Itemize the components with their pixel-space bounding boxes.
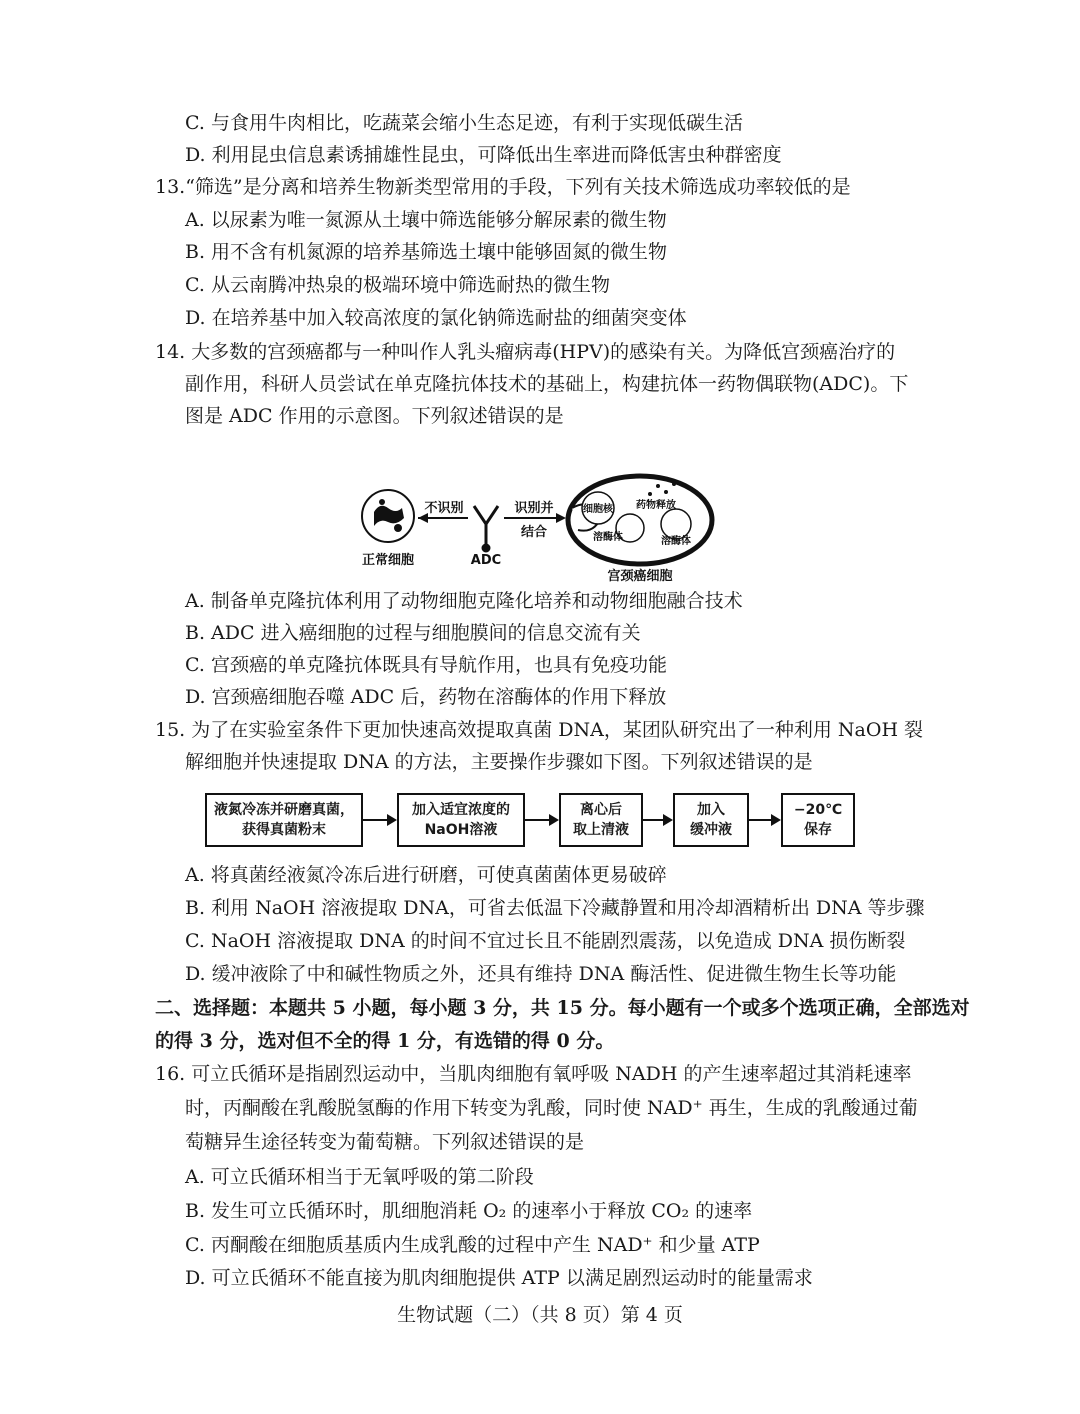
cancer-cell-label: 宫颈癌细胞 <box>607 569 673 584</box>
q14-option-a: A. 制备单克隆抗体利用了动物细胞克隆化培养和动物细胞融合技术 <box>185 590 743 612</box>
not-recognize-label: 不识别 <box>424 501 464 516</box>
drug-release-label: 药物释放 <box>636 500 676 511</box>
recognize-bind-label-1: 识别并 <box>514 501 554 516</box>
cervical-cancer-cell <box>568 476 712 564</box>
q16-stem-line3: 萄糖异生途径转变为葡萄糖。下列叙述错误的是 <box>185 1131 585 1153</box>
q14-stem-line1: 14. 大多数的宫颈癌都与一种叫作人乳头瘤病毒(HPV)的感染有关。为降低宫颈癌治疗的 <box>155 341 896 363</box>
flow-step-4 <box>673 793 749 847</box>
q13-stem: 13.“筛选”是分离和培养生物新类型常用的手段，下列有关技术筛选成功率较低的是 <box>155 176 851 198</box>
q14-stem-line2: 副作用，科研人员尝试在单克隆抗体技术的基础上，构建抗体一药物偶联物(ADC)。下 <box>185 373 909 395</box>
flow-step-2-line2: NaOH溶液 <box>424 822 498 838</box>
q14-stem-line3: 图是 ADC 作用的示意图。下列叙述错误的是 <box>185 405 564 427</box>
q15-stem-line2: 解细胞并快速提取 DNA 的方法，主要操作步骤如下图。下列叙述错误的是 <box>185 751 813 773</box>
flow-step-3 <box>559 793 643 847</box>
normal-cell <box>362 490 414 542</box>
arrowhead-right <box>556 513 566 523</box>
flow-step-2-line1: 加入适宜浓度的 <box>412 802 510 818</box>
q16-option-a: A. 可立氏循环相当于无氧呼吸的第二阶段 <box>185 1166 534 1188</box>
q16-option-c: C. 丙酮酸在细胞质基质内生成乳酸的过程中产生 NAD⁺ 和少量 ATP <box>185 1234 760 1256</box>
lysosome-label-1: 溶酶体 <box>593 532 623 543</box>
section2-heading-line1: 二、选择题：本题共 5 小题，每小题 3 分，共 15 分。每小题有一个或多个选项正确，全部选对 <box>155 997 970 1019</box>
q15-option-b: B. 利用 NaOH 溶液提取 DNA，可省去低温下冷藏静置和用冷却酒精析出 DNA 等步骤 <box>185 897 925 919</box>
cell-nucleus-label: 细胞核 <box>583 504 613 515</box>
adc-diagram <box>340 468 740 588</box>
q13-option-c: C. 从云南腾冲热泉的极端环境中筛选耐热的微生物 <box>185 274 610 296</box>
q12-option-c: C. 与食用牛肉相比，吃蔬菜会缩小生态足迹，有利于实现低碳生活 <box>185 112 743 134</box>
flow-step-4-line2: 缓冲液 <box>690 822 732 838</box>
q12-option-d: D. 利用昆虫信息素诱捕雄性昆虫，可降低出生率进而降低害虫种群密度 <box>185 144 782 166</box>
q13-option-b: B. 用不含有机氮源的培养基筛选土壤中能够固氮的微生物 <box>185 241 668 263</box>
flow-step-1 <box>205 793 363 847</box>
q16-stem-line1: 16. 可立氏循环是指剧烈运动中，当肌肉细胞有氧呼吸 NADH 的产生速率超过其消耗速率 <box>155 1063 912 1085</box>
q16-option-b: B. 发生可立氏循环时，肌细胞消耗 O₂ 的速率小于释放 CO₂ 的速率 <box>185 1200 753 1222</box>
flow-arrow-3 <box>643 819 671 821</box>
lysosome-label-2: 溶酶体 <box>661 536 691 547</box>
adc-antibody-icon <box>474 506 498 551</box>
q13-option-d: D. 在培养基中加入较高浓度的氯化钠筛选耐盐的细菌突变体 <box>185 307 687 329</box>
flow-step-3-line1: 离心后 <box>580 802 622 818</box>
q14-option-b: B. ADC 进入癌细胞的过程与细胞膜间的信息交流有关 <box>185 622 641 644</box>
flow-arrow-2 <box>525 819 557 821</box>
adc-label: ADC <box>470 553 502 568</box>
page-footer: 生物试题（二）（共 8 页）第 4 页 <box>397 1304 683 1326</box>
q14-option-d: D. 宫颈癌细胞吞噬 ADC 后，药物在溶酶体的作用下释放 <box>185 686 667 708</box>
recognize-bind-label-2: 结合 <box>520 525 548 540</box>
q15-option-c: C. NaOH 溶液提取 DNA 的时间不宜过长且不能剧烈震荡，以免造成 DNA 损伤断裂 <box>185 930 906 952</box>
normal-cell-label: 正常细胞 <box>361 553 415 568</box>
flow-step-5 <box>781 793 855 847</box>
flow-step-3-line2: 取上清液 <box>573 822 629 838</box>
q13-option-a: A. 以尿素为唯一氮源从土壤中筛选能够分解尿素的微生物 <box>185 209 667 231</box>
flow-arrow-4 <box>749 819 779 821</box>
q14-option-c: C. 宫颈癌的单克隆抗体既具有导航作用，也具有免疫功能 <box>185 654 667 676</box>
q16-stem-line2: 时，丙酮酸在乳酸脱氢酶的作用下转变为乳酸，同时使 NAD⁺ 再生，生成的乳酸通过葡 <box>185 1097 918 1119</box>
q15-stem-line1: 15. 为了在实验室条件下更加快速高效提取真菌 DNA，某团队研究出了一种利用 NaOH 裂 <box>155 719 924 741</box>
flow-arrow-1 <box>363 819 395 821</box>
q16-option-d: D. 可立氏循环不能直接为肌肉细胞提供 ATP 以满足剧烈运动时的能量需求 <box>185 1267 813 1289</box>
q15-option-a: A. 将真菌经液氮冷冻后进行研磨，可使真菌菌体更易破碎 <box>185 864 667 886</box>
flow-step-4-line1: 加入 <box>697 802 725 818</box>
flow-step-1-line2: 获得真菌粉末 <box>242 822 326 838</box>
section2-heading-line2: 的得 3 分，选对但不全的得 1 分，有选错的得 0 分。 <box>155 1030 615 1052</box>
flow-step-2 <box>397 793 525 847</box>
flow-step-1-line1: 液氮冷冻并研磨真菌， <box>214 802 354 818</box>
flow-step-5-line2: 保存 <box>804 822 832 838</box>
q15-option-d: D. 缓冲液除了中和碱性物质之外，还具有维持 DNA 酶活性、促进微生物生长等功能 <box>185 963 897 985</box>
flow-step-5-line1: −20℃ <box>793 802 843 818</box>
